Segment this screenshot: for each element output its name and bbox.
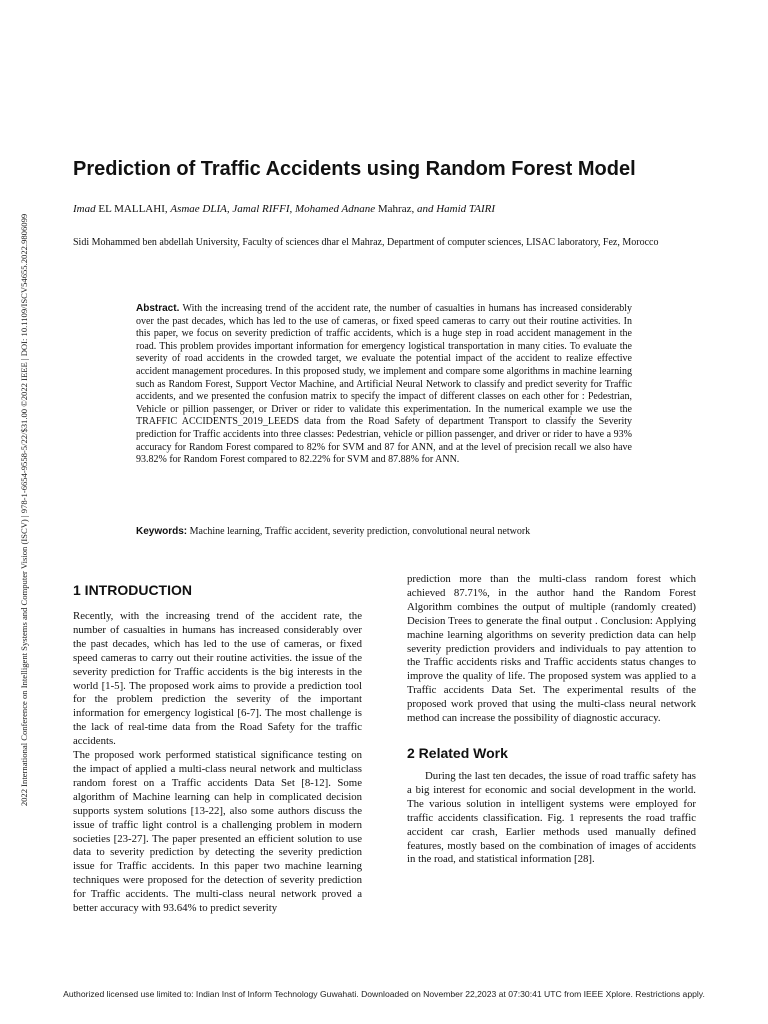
author-surname: EL MALLAHI, <box>95 203 171 215</box>
intro-paragraph-continued: prediction more than the multi-class random forest which achieved 87.71%, in the author hand the Random Forest Algorithm combines the output of multiple (randomly created) Decision Trees to generate the final output . Conclusion: Applying machine learning algorithms on severity prediction data can help severity prediction providers and individuals to pay attention to the Traffic accidents risks and Traffic accidents status changes to improve the quality of life. The proposed system was applied to a Traffic accidents Data Set. The experimental results of the proposed work proved that using the multi-class neural network method can increase the possibility of diagnostic accuracy. <box>407 573 696 725</box>
paper-title: Prediction of Traffic Accidents using Random Forest Model <box>73 158 636 180</box>
author-list <box>73 202 713 216</box>
intro-paragraph-2: The proposed work performed statistical significance testing on the impact of applied a multi-class neural network and multiclass random forest on a Traffic accidents Data Set [8-12]. Some algorithm of Machine learning can help in complicated decision supports system solutions [13-22], also some authors discuss the issue of traffic light control is a challenging problem in modern societies [23-27]. The paper presented an efficient solution to use data to severity prediction by detecting the severity prediction issue for Traffic accidents. In this paper two machine learning techniques were proposed for the detection of severity prediction for Traffic accidents. The multi-class neural network proved a better accuracy with 93.64% to predict severity <box>73 749 362 915</box>
right-column <box>407 573 696 867</box>
doi-side-note-text: 2022 International Conference on Intelligent Systems and Computer Vision (ISCV) | 978-1-6654-9558-5/22/$31.00 ©2022 IEEE | DOI: 10.1109/ISCV54655.2022.9806099 <box>19 213 29 807</box>
section-heading-introduction: 1 INTRODUCTION <box>73 582 192 598</box>
related-work-paragraph-1: During the last ten decades, the issue of road traffic safety has a big interest for economic and social development in the world. The various solution in intelligent systems were employed for traffic accidents classification. Fig. 1 represents the road traffic accident car crash, Earlier methods used manually defined features, mostly based on the combination of images of accidents in the road, and statistical information [28]. <box>407 769 696 866</box>
author-coauthors: Asmae DLIA, Jamal RIFFI, Mohamed Adnane <box>170 203 376 215</box>
author-last: and Hamid TAIRI <box>416 203 495 215</box>
intro-paragraph-1: Recently, with the increasing trend of the accident rate, the number of casualties in humans has increased considerably over the past decades, which has led to the use of cameras, or fixed speed cameras to carry out their routine activities. the issue of the severity prediction for Traffic accidents is the big interests in the world [1-5]. The proposed work aims to provide a prediction tool for the problem prediction the severity of the important information for emergency logistical [6-7]. The most challenge is the lack of real-time data from the Road Safety for the traffic accidents. <box>73 610 362 748</box>
abstract-label: Abstract. <box>136 303 180 314</box>
abstract-text: With the increasing trend of the accident rate, the number of casualties in humans has increased considerably over the past decades, which has led to the use of cameras, or fixed speed cameras to carry out their routine activities. In this paper, we focus on severity prediction of traffic accidents, which is a huge step in road accident management in the road. This problem provides important information for emergency logistical transportation in many cities. To evaluate the severity of road accidents in the crowded target, we evaluate the potential impact of the accident to realize effective accident management procedures. In this proposed study, we implement and compare some algorithms in machine learning such as Random Forest, Support Vector Machine, and Artificial Neural Network to classify and predict severity for Traffic accidents, and we presented the confusion matrix to specify the impact of different classes on each other for : Pedestrian, Vehicle or pillion passenger, or Driver or rider to validate this experimentation. In the numerical example we use the TRAFFIC ACCIDENTS_2019_LEEDS data from the Road Safety of department Transport to classify the Severity prediction for Traffic accidents into three classes: Pedestrian, vehicle or pillion passenger, and driver or rider to have a 93% accuracy for Random Forest compared to 82% for SVM and 87 for ANN, and at the level of precision recall we also have 93.82% for Random Forest compared to 82.22% for SVM and 87.88% for ANN. <box>136 303 632 466</box>
keywords <box>136 525 632 538</box>
abstract <box>136 303 632 467</box>
keywords-label: Keywords: <box>136 526 188 537</box>
section-heading-related-work: 2 Related Work <box>407 744 508 761</box>
author-first-name: Imad <box>73 203 96 215</box>
author-surname-2: Mahraz, <box>375 203 417 215</box>
license-footer: Authorized licensed use limited to: Indian Inst of Inform Technology Guwahati. Downloaded on November 22,2023 at 07:30:41 UTC from IEEE Xplore. Restrictions apply. <box>63 989 705 999</box>
left-column <box>73 580 362 916</box>
affiliation: Sidi Mohammed ben abdellah University, Faculty of sciences dhar el Mahraz, Department of computer sciences, LISAC laboratory, Fez, Morocco <box>73 237 659 248</box>
doi-side-note <box>18 175 30 845</box>
keywords-text: Machine learning, Traffic accident, severity prediction, convolutional neural network <box>187 526 531 537</box>
